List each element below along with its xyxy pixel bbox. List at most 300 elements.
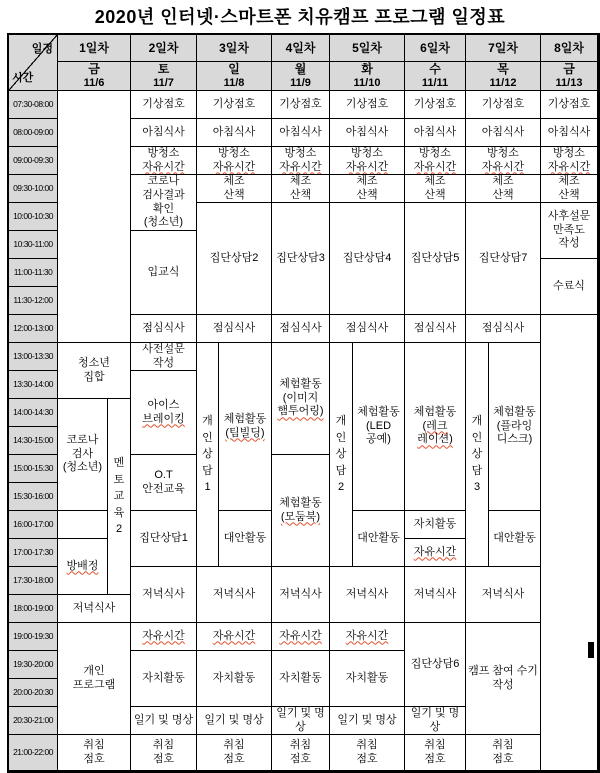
cell-line: 브레이킹 <box>142 412 185 425</box>
cell-line: 취침 <box>152 738 175 751</box>
cell-line: 자유시간 <box>345 629 389 642</box>
corner-label-time: 시간 <box>12 72 34 84</box>
time-cell <box>9 231 58 259</box>
time-label: 08:00-09:00 <box>13 127 53 138</box>
cell-line: 취침 <box>289 738 312 751</box>
schedule-cell <box>131 651 197 707</box>
cell-line: 자유시간 <box>142 629 185 642</box>
cell-line: 체조 <box>223 175 245 187</box>
time-cell <box>9 343 58 371</box>
cell-line: 토 <box>113 473 125 486</box>
time-cell <box>9 539 58 567</box>
cell-line: 자유시간 <box>413 545 457 558</box>
schedule-cell <box>131 231 197 315</box>
cell-line: 산책 <box>424 188 446 201</box>
cell-line: 자치활동 <box>279 671 322 684</box>
cell-line: 집단상담7 <box>478 251 528 264</box>
cell-line: 산책 <box>356 188 378 201</box>
cell-line: 체험활동 <box>223 412 267 425</box>
schedule-cell <box>131 147 197 175</box>
cell-line: 방청소 <box>218 147 250 159</box>
cell-line: 방청소 <box>147 147 180 159</box>
cell-line: 산책 <box>558 188 580 201</box>
cell-line: (청소년) <box>143 216 184 229</box>
time-cell <box>9 399 58 427</box>
day-number: 8일차 <box>554 40 584 55</box>
cell-line: 교 <box>113 490 125 503</box>
cell-line: 아침식사 <box>212 125 256 138</box>
schedule-cell <box>272 623 330 651</box>
cell-line: 취침 <box>492 738 514 751</box>
schedule-cell <box>541 175 598 203</box>
cell-line: 개 <box>202 415 213 428</box>
time-label: 19:00-19:30 <box>13 631 53 642</box>
cell-line: 작성 <box>558 237 580 250</box>
cell-line: 체험활동 <box>413 405 457 418</box>
cell-line: 점심식사 <box>212 321 256 334</box>
schedule-cell <box>272 567 330 623</box>
time-label: 20:00-20:30 <box>13 687 53 698</box>
day-date: 11/7 <box>153 76 174 89</box>
day-of-week: 금 <box>563 62 575 77</box>
schedule-cell <box>131 119 197 147</box>
cell-line: 캠프 참여 수기 <box>468 664 538 677</box>
cell-line: (플라잉 <box>496 419 533 432</box>
cell-line: 담 <box>202 464 213 477</box>
cell-line: 점심식사 <box>279 321 322 334</box>
schedule-cell <box>58 595 131 623</box>
day-of-week: 금 <box>88 62 100 77</box>
cell-line: (레크 <box>422 419 448 432</box>
cell-line: 방청소 <box>284 147 317 159</box>
cell-line: 자유시간 <box>279 160 322 173</box>
schedule-cell <box>272 735 330 771</box>
cell-line: 안전교육 <box>142 482 185 495</box>
cell-line: 코로나 <box>147 175 180 187</box>
schedule-cell <box>466 147 541 175</box>
cell-line: 체조 <box>424 175 446 187</box>
time-label: 20:30-21:00 <box>13 715 53 726</box>
schedule-cell <box>58 511 108 539</box>
cell-line: 일기 및 명상 <box>337 713 397 726</box>
day-header-8 <box>541 35 598 62</box>
schedule-cell <box>405 539 466 567</box>
schedule-cell <box>58 91 131 343</box>
cell-line: 수료식 <box>553 279 585 292</box>
time-cell <box>9 679 58 707</box>
cell-line: 점호 <box>83 752 105 765</box>
cell-line: 방배정 <box>66 559 99 572</box>
cell-line: 취침 <box>356 738 378 751</box>
cell-line: 방청소 <box>351 147 383 159</box>
page-title: 2020년 인터넷·스마트폰 치유캠프 프로그램 일정표 <box>94 7 506 27</box>
schedule-cell <box>131 315 197 343</box>
schedule-cell <box>197 707 272 735</box>
schedule-cell <box>405 623 466 707</box>
cell-line: 디스크) <box>496 433 533 446</box>
cell-line: 저녁식사 <box>72 601 116 614</box>
day-header-2 <box>131 35 197 62</box>
schedule-cell <box>131 623 197 651</box>
schedule-cell <box>330 147 405 175</box>
cell-line: 체조 <box>558 175 580 187</box>
day-header-7 <box>466 35 541 62</box>
time-label: 10:30-11:00 <box>13 239 53 250</box>
corner-label-schedule: 일정 <box>31 43 53 55</box>
cell-line: 자유시간 <box>142 160 185 173</box>
schedule-cell <box>405 203 466 315</box>
cell-line: 상 <box>202 448 213 461</box>
day-of-week: 수 <box>429 62 441 77</box>
day-subheader-2 <box>131 62 197 91</box>
time-cell <box>9 567 58 595</box>
cell-line: 집합 <box>83 370 105 383</box>
schedule-cell <box>197 567 272 623</box>
time-label: 17:00-17:30 <box>13 547 53 558</box>
time-label: 14:00-14:30 <box>13 407 53 418</box>
cell-line: 작성 <box>152 356 175 369</box>
cell-line: 저녁식사 <box>212 587 256 600</box>
schedule-cell <box>541 203 598 259</box>
time-label: 18:00-19:00 <box>13 603 53 614</box>
time-label: 09:00-09:30 <box>13 155 53 166</box>
cell-line: 아침식사 <box>345 125 389 138</box>
time-label: 17:30-18:00 <box>13 575 53 586</box>
schedule-cell <box>330 651 405 707</box>
day-number: 1일차 <box>79 40 109 55</box>
cell-line: 공예) <box>366 433 391 446</box>
time-label: 13:00-13:30 <box>13 351 53 362</box>
schedule-cell <box>272 203 330 315</box>
cell-line: (청소년) <box>62 461 103 474</box>
cell-line: 2 <box>115 523 123 536</box>
schedule-cell <box>541 91 598 119</box>
cell-line: 담 <box>335 464 347 477</box>
cell-line: 점호 <box>356 752 378 765</box>
cell-line: 저녁식사 <box>481 587 525 600</box>
cell-line: 아이스 <box>147 398 180 411</box>
schedule-cell <box>405 735 466 771</box>
cell-line: 자유시간 <box>279 629 322 642</box>
day-subheader-1 <box>58 62 131 91</box>
time-cell <box>9 707 58 735</box>
cell-line: 청소년 <box>78 356 110 369</box>
cell-line: 대안활동 <box>493 531 536 544</box>
time-label: 14:30-15:00 <box>13 435 53 446</box>
cell-line: 자치활동 <box>212 671 256 684</box>
day-subheader-5 <box>330 62 405 91</box>
schedule-cell <box>466 175 541 203</box>
schedule-cell <box>541 315 598 771</box>
time-label: 09:30-10:00 <box>13 183 53 194</box>
schedule-cell <box>58 343 131 399</box>
cell-line: 체험활동 <box>493 405 536 418</box>
cell-line: 일기 및 명상 <box>204 713 264 726</box>
schedule-cell <box>131 175 197 231</box>
cell-line: 상 <box>335 448 347 461</box>
schedule-cell <box>197 147 272 175</box>
cell-line: 일기 및 명상 <box>410 707 460 733</box>
time-cell <box>9 651 58 679</box>
cell-line: 자치활동 <box>413 517 457 530</box>
schedule-cell <box>197 175 272 203</box>
day-subheader-3 <box>197 62 272 91</box>
cell-line: 기상점호 <box>413 97 457 110</box>
cell-line: 인 <box>335 431 347 444</box>
day-date: 11/6 <box>83 76 105 89</box>
schedule-cell <box>131 91 197 119</box>
cell-line: 인 <box>471 431 483 444</box>
cell-line: 기상점호 <box>481 97 525 110</box>
day-date: 11/8 <box>223 76 245 89</box>
cell-line: 집단상담4 <box>342 251 392 264</box>
cell-line: 저녁식사 <box>345 587 389 600</box>
day-header-5 <box>330 35 405 62</box>
cell-line: 자유시간 <box>212 160 256 173</box>
schedule-cell <box>131 707 197 735</box>
schedule-cell <box>58 735 131 771</box>
schedule-cell <box>272 175 330 203</box>
day-header-1 <box>58 35 131 62</box>
day-of-week: 목 <box>497 62 509 77</box>
cell-line: 개 <box>471 415 483 428</box>
cell-line: 자유시간 <box>547 160 591 173</box>
schedule-cell <box>131 371 197 455</box>
cell-line: 점심식사 <box>481 321 525 334</box>
schedule-cell <box>197 91 272 119</box>
cell-line: 아침식사 <box>279 125 322 138</box>
schedule-cell <box>466 315 541 343</box>
cell-line: 자치활동 <box>142 671 185 684</box>
cell-line: 산책 <box>492 188 514 201</box>
cell-line: 프로그램 <box>72 678 116 691</box>
cell-line: 인 <box>202 431 213 444</box>
cell-line: 입교식 <box>147 265 180 278</box>
cell-line: 일기 및 명상 <box>276 707 325 733</box>
time-cell <box>9 203 58 231</box>
schedule-cell <box>489 511 541 567</box>
cell-line: 상 <box>471 448 483 461</box>
cell-line: 검사 <box>71 447 94 460</box>
time-label: 11:30-12:00 <box>13 295 53 306</box>
cell-line: 기상점호 <box>547 97 591 110</box>
cell-line: O.T <box>154 468 173 481</box>
cell-line: 자유시간 <box>345 160 389 173</box>
cell-line: 기상점호 <box>212 97 256 110</box>
cell-line: 1 <box>204 481 211 494</box>
cell-line: 체조 <box>289 175 312 187</box>
schedule-cell <box>272 343 330 455</box>
schedule-cell <box>330 343 353 567</box>
schedule-cell <box>197 735 272 771</box>
cell-line: 대안활동 <box>223 531 267 544</box>
schedule-cell <box>330 567 405 623</box>
time-cell <box>9 119 58 147</box>
time-cell <box>9 175 58 203</box>
cell-line: 2 <box>337 481 345 494</box>
time-cell <box>9 427 58 455</box>
cell-line: 집단상담1 <box>139 531 188 544</box>
schedule-cell <box>541 119 598 147</box>
cell-line: 개 <box>335 415 347 428</box>
cell-line: 체험활동 <box>279 496 322 509</box>
schedule-cell <box>58 539 108 595</box>
day-of-week: 일 <box>228 62 240 77</box>
cell-line: 취침 <box>424 738 446 751</box>
schedule-cell <box>405 119 466 147</box>
cell-line: 레이션) <box>417 433 453 446</box>
schedule-cell <box>330 91 405 119</box>
schedule-cell <box>272 455 330 567</box>
schedule-cell <box>489 343 541 511</box>
cell-line: 자유시간 <box>212 629 256 642</box>
time-cell <box>9 511 58 539</box>
cell-line: 산책 <box>289 188 312 201</box>
cell-line: 기상점호 <box>279 97 322 110</box>
time-cell <box>9 287 58 315</box>
schedule-cell <box>58 399 108 511</box>
cell-line: 담 <box>471 464 483 477</box>
cell-line: (이미지 <box>282 391 319 404</box>
cell-line: 아침식사 <box>547 125 591 138</box>
schedule-cell <box>405 315 466 343</box>
cell-line: 기상점호 <box>345 97 389 110</box>
cell-line: 점심식사 <box>345 321 389 334</box>
cell-line: 3 <box>473 481 481 494</box>
schedule-table <box>7 33 600 773</box>
cell-line: (팀빌딩) <box>225 426 265 439</box>
time-label: 10:00-10:30 <box>13 211 53 222</box>
day-date: 11/9 <box>290 76 311 89</box>
day-number: 6일차 <box>420 40 450 55</box>
corner-cell <box>9 35 58 91</box>
schedule-cell <box>58 623 131 735</box>
schedule-cell <box>272 315 330 343</box>
time-cell <box>9 623 58 651</box>
time-label: 11:00-11:30 <box>13 267 53 278</box>
cell-line: 취침 <box>83 738 105 751</box>
schedule-cell <box>405 147 466 175</box>
schedule-cell <box>330 735 405 771</box>
schedule-cell <box>197 315 272 343</box>
day-number: 3일차 <box>219 40 249 55</box>
day-number: 2일차 <box>148 40 179 55</box>
edge-mark <box>588 642 594 658</box>
cell-line: (LED <box>365 419 392 432</box>
time-cell <box>9 259 58 287</box>
cell-line: 점호 <box>223 752 245 765</box>
cell-line: 개인 <box>83 664 105 677</box>
cell-line: (모둠북) <box>280 510 321 523</box>
schedule-cell <box>330 203 405 315</box>
schedule-cell <box>353 511 405 567</box>
cell-line: 대안활동 <box>357 531 400 544</box>
cell-line: 검사결과 <box>142 188 185 201</box>
cell-line: 기상점호 <box>142 97 185 110</box>
time-label: 15:30-16:00 <box>13 491 53 502</box>
schedule-cell <box>330 175 405 203</box>
cell-line: 방청소 <box>553 147 585 159</box>
time-cell <box>9 483 58 511</box>
cell-line: 점호 <box>289 752 312 765</box>
schedule-cell <box>466 735 541 771</box>
cell-line: 점호 <box>492 752 514 765</box>
schedule-cell <box>405 175 466 203</box>
cell-line: 체조 <box>492 175 514 187</box>
schedule-cell <box>108 399 131 595</box>
schedule-cell <box>197 651 272 707</box>
day-number: 5일차 <box>352 40 382 55</box>
time-label: 15:00-15:30 <box>13 463 53 474</box>
schedule-cell <box>541 147 598 175</box>
schedule-cell <box>466 567 541 623</box>
day-header-4 <box>272 35 330 62</box>
day-date: 11/10 <box>353 76 381 89</box>
schedule-cell <box>405 511 466 539</box>
schedule-cell <box>272 119 330 147</box>
cell-line: 점호 <box>152 752 175 765</box>
cell-line: 아침식사 <box>481 125 525 138</box>
cell-line: 체험활동 <box>279 377 322 390</box>
schedule-cell <box>131 343 197 371</box>
time-cell <box>9 371 58 399</box>
schedule-cell <box>131 511 197 567</box>
schedule-cell <box>466 91 541 119</box>
day-number: 7일차 <box>488 40 518 55</box>
schedule-cell <box>353 343 405 511</box>
cell-line: 집단상담2 <box>209 251 259 264</box>
schedule-cell <box>466 203 541 315</box>
schedule-cell <box>330 623 405 651</box>
time-cell <box>9 91 58 119</box>
time-cell <box>9 735 58 771</box>
day-subheader-7 <box>466 62 541 91</box>
day-header-3 <box>197 35 272 62</box>
time-label: 16:00-17:00 <box>13 519 53 530</box>
cell-line: 자유시간 <box>481 160 525 173</box>
schedule-cell <box>330 315 405 343</box>
cell-line: 육 <box>113 506 125 519</box>
schedule-cell <box>405 567 466 623</box>
cell-line: 아침식사 <box>142 125 185 138</box>
time-cell <box>9 147 58 175</box>
schedule-cell <box>219 343 272 511</box>
schedule-cell <box>197 623 272 651</box>
cell-line: 아침식사 <box>413 125 457 138</box>
cell-line: 일기 및 명상 <box>133 713 194 726</box>
cell-line: 점호 <box>424 752 446 765</box>
schedule-cell <box>330 707 405 735</box>
schedule-cell <box>405 91 466 119</box>
time-label: 13:30-14:00 <box>13 379 53 390</box>
time-cell <box>9 595 58 623</box>
cell-line: 저녁식사 <box>142 587 185 600</box>
cell-line: 집단상담5 <box>410 251 460 264</box>
time-cell <box>9 315 58 343</box>
schedule-cell <box>541 259 598 315</box>
time-label: 07:30-08:00 <box>13 99 53 110</box>
cell-line: 사후설문 <box>547 209 591 222</box>
schedule-cell <box>272 91 330 119</box>
schedule-cell <box>405 707 466 735</box>
schedule-cell <box>219 511 272 567</box>
schedule-cell <box>466 343 489 567</box>
schedule-cell <box>272 147 330 175</box>
schedule-cell <box>272 707 330 735</box>
schedule-cell <box>131 455 197 511</box>
day-of-week: 화 <box>361 62 373 77</box>
cell-line: 집단상담6 <box>410 657 460 670</box>
